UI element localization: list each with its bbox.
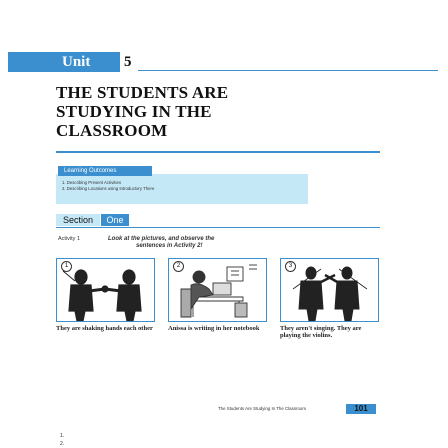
picture-panel-2: [168, 258, 267, 322]
picture-number-3: 3: [285, 261, 296, 272]
footnote-marker: 1.: [60, 433, 65, 439]
activity-instruction-line-1: Look at the pictures, and observe the: [108, 236, 215, 242]
picture-number-2: 2: [173, 261, 184, 272]
writing-student-illustration: [169, 259, 266, 321]
picture-number-1: 1: [61, 261, 72, 272]
section-rule: [56, 227, 380, 228]
section-number: One: [101, 214, 129, 226]
unit-label: Unit: [62, 54, 91, 70]
unit-number: 5: [124, 54, 132, 70]
learning-outcome-item: 2. Describing Locations using Introductory There: [62, 186, 155, 191]
violin-players-illustration: [281, 259, 378, 321]
running-title: The Students Are Studying In The Classroom: [218, 406, 307, 411]
title-line-1: THE STUDENTS ARE: [56, 83, 229, 102]
picture-panel-3: [280, 258, 379, 322]
chapter-title: [56, 83, 356, 140]
title-rule: [56, 151, 380, 153]
picture-caption-3: They aren't singing. They are playing the violins.: [280, 325, 362, 339]
unit-rule: [138, 70, 438, 71]
picture-caption-2: Anissa is writing in her notebook: [168, 325, 260, 332]
title-line-3: CLASSROOM: [56, 121, 168, 140]
picture-caption-1: They are shaking hands each other: [56, 325, 153, 332]
footnote-marker: 2.: [60, 441, 65, 447]
activity-instruction-line-2: sentences in Activity 2!: [136, 243, 203, 249]
activity-label: Activity 1: [58, 236, 81, 242]
picture-panel-1: [56, 258, 155, 322]
handshake-illustration: [57, 259, 154, 321]
activity-instruction: [108, 236, 318, 250]
learning-outcomes-heading: Learning Outcomes: [58, 166, 152, 176]
section-label: Section: [56, 214, 100, 226]
learning-outcome-item: 1. Describing Present Activities: [62, 180, 121, 185]
title-line-2: STUDYING IN THE: [56, 102, 212, 121]
page-number: 101: [354, 404, 368, 413]
